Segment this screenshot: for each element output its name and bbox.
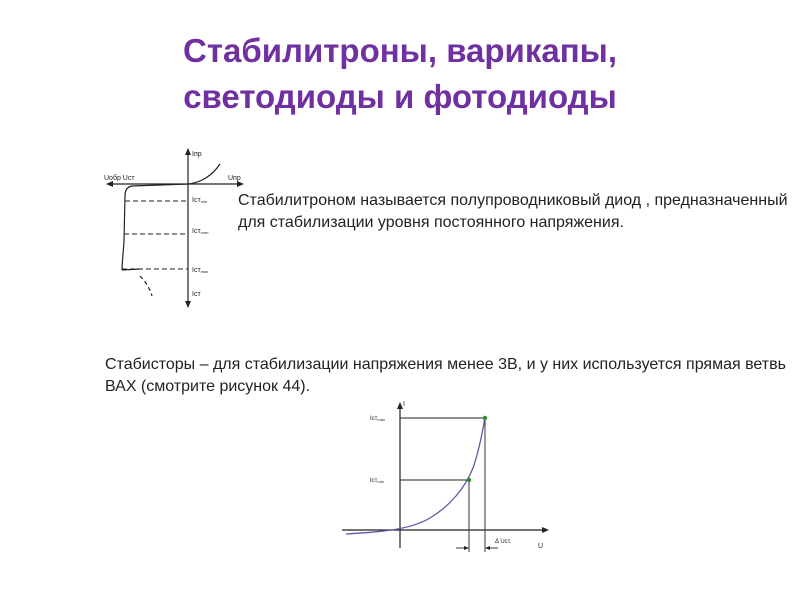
- stabistor-point-min: [467, 478, 471, 482]
- stabistor-label-delta-ust: Δ Uст.: [495, 539, 512, 545]
- zener-label-upr: Uпр: [228, 175, 241, 182]
- zener-vac-diagram: [100, 146, 250, 316]
- stabistor-label-ist-min: Iстmin: [370, 478, 384, 484]
- zener-label-ist-max: Iстmax: [192, 267, 209, 274]
- slide-title: [0, 28, 800, 120]
- zener-y-axis-arrow-up: [185, 148, 191, 155]
- stabistor-label-u: U: [538, 543, 544, 550]
- stabistor-text: [105, 354, 786, 398]
- zener-curve: [122, 164, 220, 270]
- zener-y-axis-arrow-down: [185, 301, 191, 308]
- zener-definition-line-2: для стабилизации уровня постоянного напряжения.: [238, 214, 624, 231]
- stabistor-delta-arrowhead-right: [485, 546, 490, 550]
- stabistor-text-line-2: ВАХ (смотрите рисунок 44).: [105, 378, 311, 395]
- stabistor-x-axis-arrow: [542, 527, 549, 533]
- stabistor-point-max: [483, 416, 487, 420]
- stabistor-delta-arrowhead-left: [464, 546, 469, 550]
- zener-definition: [238, 190, 788, 234]
- zener-definition-line-1: Стабилитроном называется полупроводниковый диод , предназначенный: [238, 192, 788, 209]
- title-line-2: светодиоды и фотодиоды: [183, 78, 617, 115]
- zener-curve-tail: [140, 276, 152, 296]
- stabistor-curve: [346, 418, 485, 534]
- stabistor-label-ist-max: Iстmax: [370, 416, 385, 422]
- zener-label-ipr: Iпр: [192, 151, 202, 158]
- zener-label-ist-min: Iстmin: [192, 197, 208, 204]
- zener-label-ist: Iст: [192, 291, 201, 298]
- title-line-1: Стабилитроны, варикапы,: [183, 32, 617, 69]
- stabistor-text-line-1: Стабисторы – для стабилизации напряжения менее 3В, и у них используется прямая ветвь: [105, 356, 786, 373]
- stabistor-label-i: I: [403, 401, 405, 408]
- zener-label-ist-nom: Iстnom: [192, 228, 209, 235]
- zener-label-uobr-ust: Uобр Uст: [104, 175, 135, 182]
- stabistor-vac-diagram: [340, 398, 560, 558]
